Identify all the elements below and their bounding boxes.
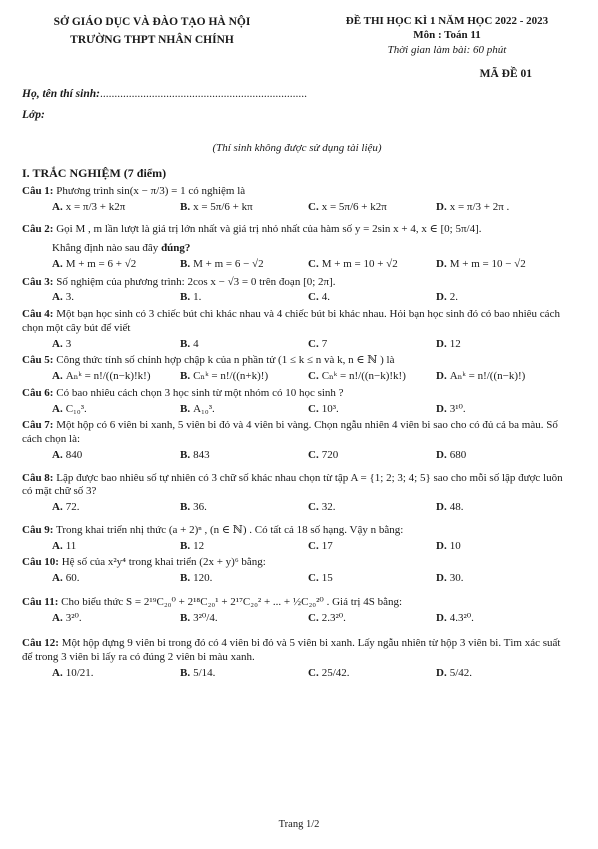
answer-options	[22, 667, 572, 681]
option-value: M + m = 6 + √2	[65, 257, 137, 270]
option-value: M + m = 10 − √2	[449, 257, 526, 270]
option-letter: A.	[52, 291, 63, 304]
option-value: 120.	[193, 572, 213, 585]
option-letter: D.	[436, 448, 447, 461]
option-value: 36.	[193, 501, 207, 514]
question-text: Một hộp đựng 9 viên bi trong đó có 4 viên bi đỏ và 5 viên bi xanh. Lấy ngẫu nhiên từ hộp 3 viên bi. Tìm xác suất để trong 3 viên bi lấy ra có đúng 2 viên bi màu xanh.	[22, 637, 561, 664]
question-text: Phương trình sin(x − π/3) = 1 có nghiệm là	[56, 184, 246, 197]
option-letter: C.	[308, 539, 319, 552]
option-value: 3²⁰/4.	[193, 611, 218, 624]
option-value: M + m = 10 + √2	[321, 257, 398, 270]
option-value: 30.	[449, 572, 464, 585]
answer-option[interactable]	[180, 501, 308, 515]
answer-option[interactable]	[436, 258, 564, 272]
option-value: 840	[65, 448, 83, 461]
question-text-line	[22, 223, 572, 237]
option-letter: D.	[436, 257, 447, 270]
option-value: 7	[321, 337, 328, 350]
option-letter: D.	[436, 337, 447, 350]
student-name-row	[22, 87, 572, 101]
student-name-label: Họ, tên thí sinh:	[22, 88, 100, 101]
question-text-line	[22, 185, 572, 199]
answer-option[interactable]	[180, 370, 308, 384]
answer-options	[22, 540, 572, 554]
option-letter: A.	[52, 539, 63, 552]
question-continuation	[22, 242, 572, 256]
option-value: 4	[193, 337, 199, 350]
question-label: Câu 12:	[22, 637, 59, 650]
answer-option[interactable]	[436, 572, 564, 586]
answer-option[interactable]	[52, 612, 180, 626]
option-value: 3	[65, 337, 72, 350]
option-value: 720	[321, 448, 339, 461]
question	[22, 524, 572, 554]
department-name: SỞ GIÁO DỤC VÀ ĐÀO TẠO HÀ NỘI	[53, 16, 251, 28]
option-letter: D.	[436, 666, 447, 679]
option-value: M + m = 6 − √2	[193, 257, 264, 270]
answer-options	[22, 201, 572, 215]
question-label: Câu 11:	[22, 595, 59, 608]
answer-option[interactable]	[180, 338, 308, 352]
answer-option[interactable]	[308, 501, 436, 515]
question-label: Câu 10:	[22, 556, 59, 569]
answer-options	[22, 572, 572, 586]
question	[22, 223, 572, 271]
option-value: 2.	[449, 291, 458, 304]
question-label: Câu 5:	[22, 354, 54, 367]
student-name-dots: ........................................................................	[99, 88, 307, 101]
answer-option[interactable]	[52, 338, 180, 352]
option-value: 10³.	[321, 402, 339, 415]
answer-option[interactable]	[52, 501, 180, 515]
answer-option[interactable]	[436, 403, 564, 417]
question	[22, 637, 572, 680]
answer-option[interactable]	[436, 201, 564, 215]
question-text: Công thức tính số chỉnh hợp chập k của n phần tử (1 ≤ k ≤ n và k, n ∈ ℕ ) là	[56, 354, 395, 367]
answer-option[interactable]	[308, 403, 436, 417]
answer-options	[22, 501, 572, 515]
option-value: 12	[449, 337, 461, 350]
exam-code: MÃ ĐỀ 01	[479, 67, 532, 80]
answer-option[interactable]	[180, 540, 308, 554]
option-value: 3¹⁰.	[449, 402, 466, 415]
option-letter: B.	[180, 572, 191, 585]
answer-option[interactable]	[52, 572, 180, 586]
option-letter: B.	[180, 448, 191, 461]
answer-options	[22, 291, 572, 305]
option-value: x = 5π/6 + kπ	[193, 200, 253, 213]
page-footer: Trang 1/2	[278, 819, 320, 830]
option-letter: D.	[436, 291, 447, 304]
option-letter: A.	[52, 572, 63, 585]
option-letter: C.	[308, 200, 319, 213]
school-name: TRƯỜNG THPT NHÂN CHÍNH	[70, 33, 234, 46]
question-text: Có bao nhiêu cách chọn 3 học sinh từ một nhóm có 10 học sinh ?	[56, 386, 344, 399]
question-text-line	[22, 276, 572, 290]
option-value: 3²⁰.	[65, 611, 82, 624]
question-label: Câu 7:	[22, 419, 54, 432]
option-letter: D.	[436, 200, 447, 213]
option-letter: B.	[180, 257, 191, 270]
option-value: C₁₀³.	[65, 402, 87, 415]
question-label: Câu 9:	[22, 523, 54, 536]
question-label: Câu 1:	[22, 184, 54, 197]
answer-option[interactable]	[308, 370, 436, 384]
option-letter: C.	[308, 337, 319, 350]
option-letter: B.	[180, 539, 191, 552]
question-label: Câu 2:	[22, 223, 54, 236]
option-value: 10	[449, 539, 461, 552]
option-value: 17	[321, 539, 333, 552]
answer-option[interactable]	[52, 258, 180, 272]
question	[22, 276, 572, 306]
option-value: 1.	[193, 291, 202, 304]
answer-option[interactable]	[180, 201, 308, 215]
option-value: 4.3²⁰.	[449, 611, 474, 624]
option-letter: B.	[180, 611, 191, 624]
question	[22, 387, 572, 417]
option-letter: B.	[180, 501, 191, 514]
answer-option[interactable]	[308, 540, 436, 554]
answer-option[interactable]	[52, 403, 180, 417]
option-letter: A.	[52, 257, 63, 270]
option-letter: B.	[180, 337, 191, 350]
question-text: Số nghiệm của phương trình: 2cos x − √3 = 0 trên đoạn [0; 2π].	[56, 275, 336, 288]
option-value: 2.3²⁰.	[321, 611, 346, 624]
question-label: Câu 4:	[22, 308, 54, 321]
answer-option[interactable]	[436, 667, 564, 681]
answer-option[interactable]	[436, 449, 564, 463]
option-value: Aₙᵏ = n!/((n−k)!k!)	[65, 370, 151, 383]
option-value: x = 5π/6 + k2π	[321, 200, 387, 213]
question-text-line	[22, 524, 572, 538]
answer-option[interactable]	[436, 370, 564, 384]
question-text: Lập được bao nhiêu số tự nhiên có 3 chữ số khác nhau chọn từ tập A = {1; 2; 3; 4; 5} sao cho mỗi số lập được luôn có mặt chữ số 3?	[22, 471, 563, 498]
exam-info-block	[322, 14, 572, 57]
answer-option[interactable]	[180, 572, 308, 586]
answer-option[interactable]	[180, 291, 308, 305]
option-value: x = π/3 + k2π	[65, 200, 126, 213]
answer-option[interactable]	[308, 201, 436, 215]
option-letter: A.	[52, 337, 63, 350]
question-label: Câu 6:	[22, 386, 54, 399]
answer-option[interactable]	[436, 540, 564, 554]
option-value: Cₙᵏ = n!/((n−k)!k!)	[321, 370, 406, 383]
answer-option[interactable]	[436, 291, 564, 305]
option-letter: A.	[52, 200, 63, 213]
question	[22, 419, 572, 462]
option-letter: C.	[308, 501, 319, 514]
option-value: 25/42.	[321, 666, 350, 679]
option-value: Cₙᵏ = n!/((n+k)!)	[193, 370, 269, 383]
question-text-line	[22, 556, 572, 570]
option-letter: C.	[308, 572, 319, 585]
option-value: 48.	[449, 501, 464, 514]
option-letter: C.	[308, 448, 319, 461]
answer-options	[22, 258, 572, 272]
option-value: Aₙᵏ = n!/((n−k)!)	[449, 370, 526, 383]
question	[22, 556, 572, 586]
option-value: 60.	[65, 572, 80, 585]
option-value: 5/42.	[449, 666, 473, 679]
class-label: Lớp:	[22, 108, 45, 121]
question-text: Một hộp có 6 viên bi xanh, 5 viên bi đỏ và 4 viên bi vàng. Chọn ngẫu nhiên 4 viên bi sao cho có đủ cả ba màu. Số cách chọn là:	[22, 419, 558, 446]
option-value: 15	[321, 572, 333, 585]
option-value: 843	[193, 448, 210, 461]
option-letter: C.	[308, 611, 319, 624]
option-letter: D.	[436, 611, 447, 624]
option-letter: B.	[180, 402, 191, 415]
option-letter: D.	[436, 402, 447, 415]
option-letter: A.	[52, 402, 63, 415]
question-text: Trong khai triển nhị thức (a + 2)ⁿ , (n ∈ ℕ) . Có tất cả 18 số hạng. Vậy n bằng:	[56, 523, 404, 536]
answer-option[interactable]	[308, 667, 436, 681]
exam-title: ĐỀ THI HỌC KÌ 1 NĂM HỌC 2022 - 2023	[345, 15, 549, 27]
answer-options	[22, 449, 572, 463]
answer-option[interactable]	[436, 501, 564, 515]
question-text-line	[22, 354, 572, 368]
option-value: 680	[449, 448, 467, 461]
question	[22, 308, 572, 351]
option-value: 32.	[321, 501, 336, 514]
option-value: 72.	[65, 501, 80, 514]
option-letter: D.	[436, 370, 447, 383]
answer-option[interactable]	[308, 258, 436, 272]
option-value: 3.	[65, 291, 74, 304]
answer-option[interactable]	[436, 338, 564, 352]
option-value: 5/14.	[193, 666, 216, 679]
option-letter: A.	[52, 448, 63, 461]
option-letter: B.	[180, 291, 191, 304]
answer-option[interactable]	[52, 540, 180, 554]
question-text-line	[22, 596, 572, 610]
answer-option[interactable]	[52, 667, 180, 681]
option-letter: B.	[180, 370, 191, 383]
school-block	[22, 14, 282, 57]
question-prompt: Khẳng định nào sau đây	[52, 242, 162, 255]
option-value: 10/21.	[65, 666, 94, 679]
answer-options	[22, 403, 572, 417]
option-letter: B.	[180, 666, 191, 679]
answer-option[interactable]	[308, 572, 436, 586]
option-letter: C.	[308, 257, 319, 270]
subject-name: Môn : Toán 11	[413, 29, 481, 42]
question	[22, 596, 572, 626]
answer-option[interactable]	[52, 201, 180, 215]
answer-option[interactable]	[308, 291, 436, 305]
option-value: 12	[193, 539, 205, 552]
answer-option[interactable]	[180, 667, 308, 681]
question-text-line	[22, 308, 572, 336]
answer-option[interactable]	[180, 612, 308, 626]
answer-options	[22, 370, 572, 384]
option-letter: A.	[52, 611, 63, 624]
question-text-line	[22, 472, 572, 500]
option-letter: C.	[308, 291, 319, 304]
question-text-line	[22, 637, 572, 665]
option-letter: B.	[180, 200, 191, 213]
question	[22, 185, 572, 215]
question-list	[22, 185, 572, 681]
question-text: Hệ số của x²y⁴ trong khai triển (2x + y)⁶ bằng:	[61, 556, 266, 569]
answer-option[interactable]	[180, 258, 308, 272]
question-text-line	[22, 387, 572, 401]
question-prompt-emphasis: đúng?	[161, 242, 191, 255]
option-letter: D.	[436, 539, 447, 552]
question-text: Gọi M , m lần lượt là giá trị lớn nhất và giá trị nhỏ nhất của hàm số y = 2sin x + 4, x ∈ [0; 5π/4].	[56, 223, 482, 236]
question	[22, 472, 572, 515]
answer-option[interactable]	[436, 612, 564, 626]
answer-option[interactable]	[308, 449, 436, 463]
option-value: 11	[65, 539, 77, 552]
question-label: Câu 8:	[22, 471, 54, 484]
question-text: Cho biểu thức S = 2¹⁹C₂₀⁰ + 2¹⁸C₂₀¹ + 2¹⁷C₂₀² + ... + ½C₂₀²⁰ . Giá trị 4S bằng:	[61, 595, 403, 608]
answer-option[interactable]	[52, 370, 180, 384]
option-letter: C.	[308, 402, 319, 415]
question	[22, 354, 572, 384]
option-letter: D.	[436, 501, 447, 514]
option-value: x = π/3 + 2π .	[449, 200, 510, 213]
question-label: Câu 3:	[22, 275, 54, 288]
answer-options	[22, 338, 572, 352]
answer-option[interactable]	[308, 612, 436, 626]
option-value: 4.	[321, 291, 330, 304]
answer-option[interactable]	[52, 449, 180, 463]
answer-option[interactable]	[308, 338, 436, 352]
option-letter: C.	[308, 370, 319, 383]
exam-note: (Thí sinh không được sử dụng tài liệu)	[212, 142, 382, 155]
question-text: Một bạn học sinh có 3 chiếc bút chì khác nhau và 4 chiếc bút bi khác nhau. Hỏi bạn học sinh đó có bao nhiêu cách chọn một cây bút để viết	[22, 308, 560, 334]
answer-options	[22, 612, 572, 626]
question-text-line	[22, 419, 572, 447]
answer-option[interactable]	[52, 291, 180, 305]
option-letter: D.	[436, 572, 447, 585]
option-letter: A.	[52, 666, 63, 679]
class-row	[22, 108, 572, 122]
section-title: I. TRẮC NGHIỆM (7 điểm)	[22, 165, 167, 180]
answer-option[interactable]	[180, 449, 308, 463]
answer-option[interactable]	[180, 403, 308, 417]
exam-header	[22, 14, 572, 57]
option-value: A₁₀³.	[193, 402, 215, 415]
option-letter: C.	[308, 666, 319, 679]
exam-duration: Thời gian làm bài: 60 phút	[387, 43, 507, 56]
option-letter: A.	[52, 501, 63, 514]
option-letter: A.	[52, 370, 63, 383]
